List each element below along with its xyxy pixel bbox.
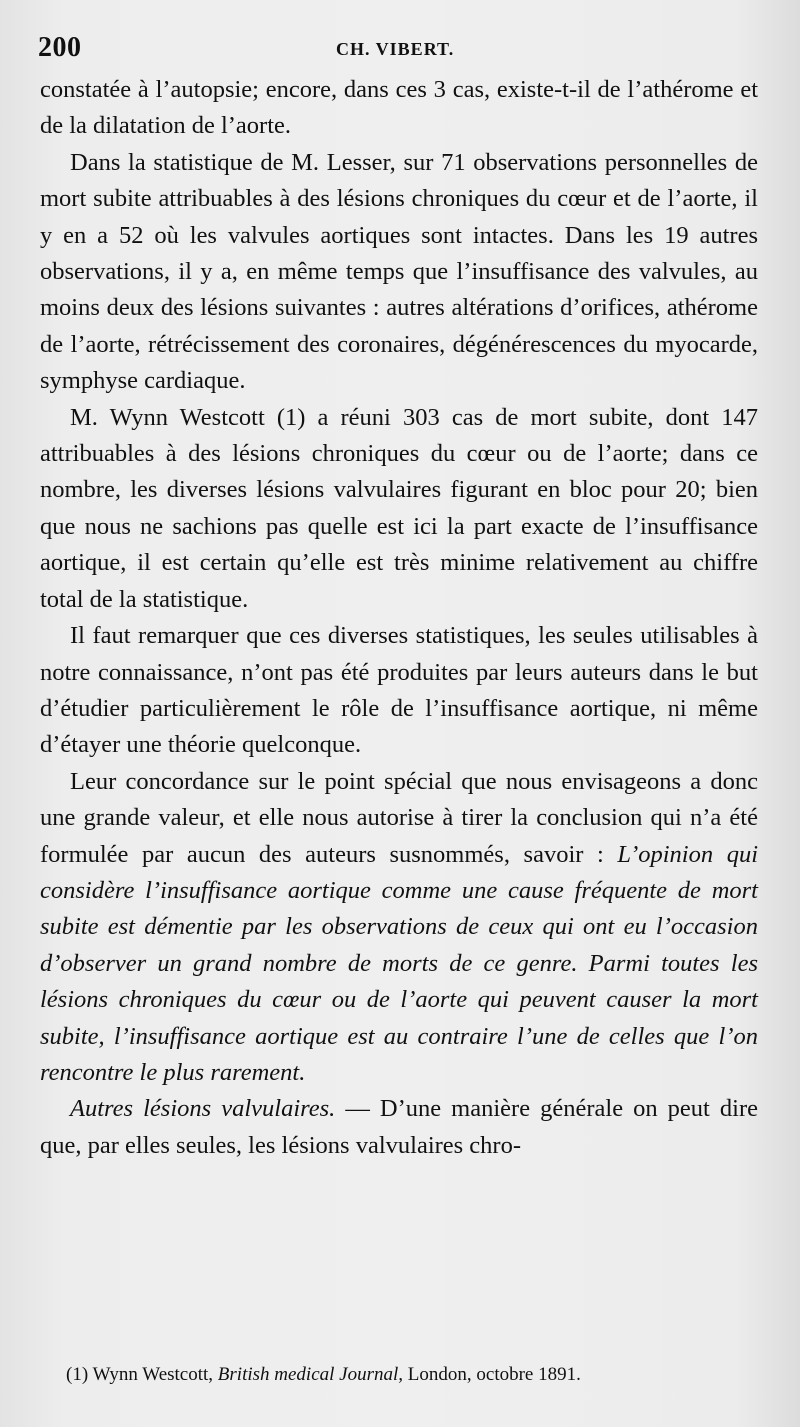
footnote xyxy=(66,1362,766,1388)
section-heading-other-lesions: Autres lésions valvulaires. xyxy=(70,1095,336,1123)
paragraph-continuation: constatée à l’autopsie; encore, dans ces 3 cas, existe-t-il de l’athérome et de la dilatation de l’aorte. xyxy=(40,76,758,140)
other-lesions-text: — D’une manière générale on peut dire que, par elles seules, les lésions valvulaires chro- xyxy=(40,1095,759,1159)
running-head: CH. VIBERT. xyxy=(336,39,455,59)
page-header xyxy=(38,32,760,68)
body-text xyxy=(40,72,758,1164)
conclusion-intro: Leur concordance sur le point spécial que nous envisageons a donc une grande valeur, et elle nous autorise à tirer la conclusion qui n’a été formulée par aucun des auteurs susnommés, savoir : xyxy=(40,767,758,868)
paragraph-other-lesions xyxy=(40,1091,758,1164)
footnote-marker: (1) xyxy=(66,1364,89,1385)
footnote-journal: British medical Journal, xyxy=(217,1364,404,1385)
footnote-author: Wynn Westcott, xyxy=(92,1364,214,1385)
conclusion-italic: L’opinion qui considère l’insuffisance aortique comme une cause fréquente de mort subite est démentie par les observations de ceux qui ont eu l’occasion d’observer un grand nombre de morts de ce genre. Parmi toutes les lésions chroniques du cœur ou de l’aorte qui peuvent causer la mort subite, l’insuffisance aortique est au contraire l’une de celles que l’on rencontre le plus rarement. xyxy=(40,840,758,1086)
paragraph-remark: Il faut remarquer que ces diverses statistiques, les seules utilisables à notre connaissance, n’ont pas été produites par leurs auteurs dans le but d’étudier particulièrement le rôle de l’insuffisance aortique, ni même d’étayer une théorie quelconque. xyxy=(40,622,758,759)
page-number: 200 xyxy=(38,32,82,63)
paragraph-lesser-statistics: Dans la statistique de M. Lesser, sur 71 observations personnelles de mort subite attribuables à des lésions chroniques du cœur et de l’aorte, il y en a 52 où les valvules aortiques sont intactes. Dans les 19 autres observations, il y a, en même temps que l’insuffisance des valvules, au moins deux des lésions suivantes : autres altérations d’orifices, athérome de l’aorte, rétrécissement des coronaires, dégénérescences du myocarde, symphyse cardiaque. xyxy=(40,148,758,395)
paragraph-westcott-statistics: M. Wynn Westcott (1) a réuni 303 cas de mort subite, dont 147 attribuables à des lésions chroniques du cœur ou de l’aorte; dans ce nombre, les diverses lésions valvulaires figurant en bloc pour 20; bien que nous ne sachions pas quelle est ici la part exacte de l’insuffisance aortique, il est certain qu’elle est très minime relativement au chiffre total de la statistique. xyxy=(40,403,758,613)
footnote-rest: London, octobre 1891. xyxy=(407,1364,581,1385)
paragraph-conclusion xyxy=(40,764,758,1092)
footnote-divider xyxy=(40,1325,160,1326)
